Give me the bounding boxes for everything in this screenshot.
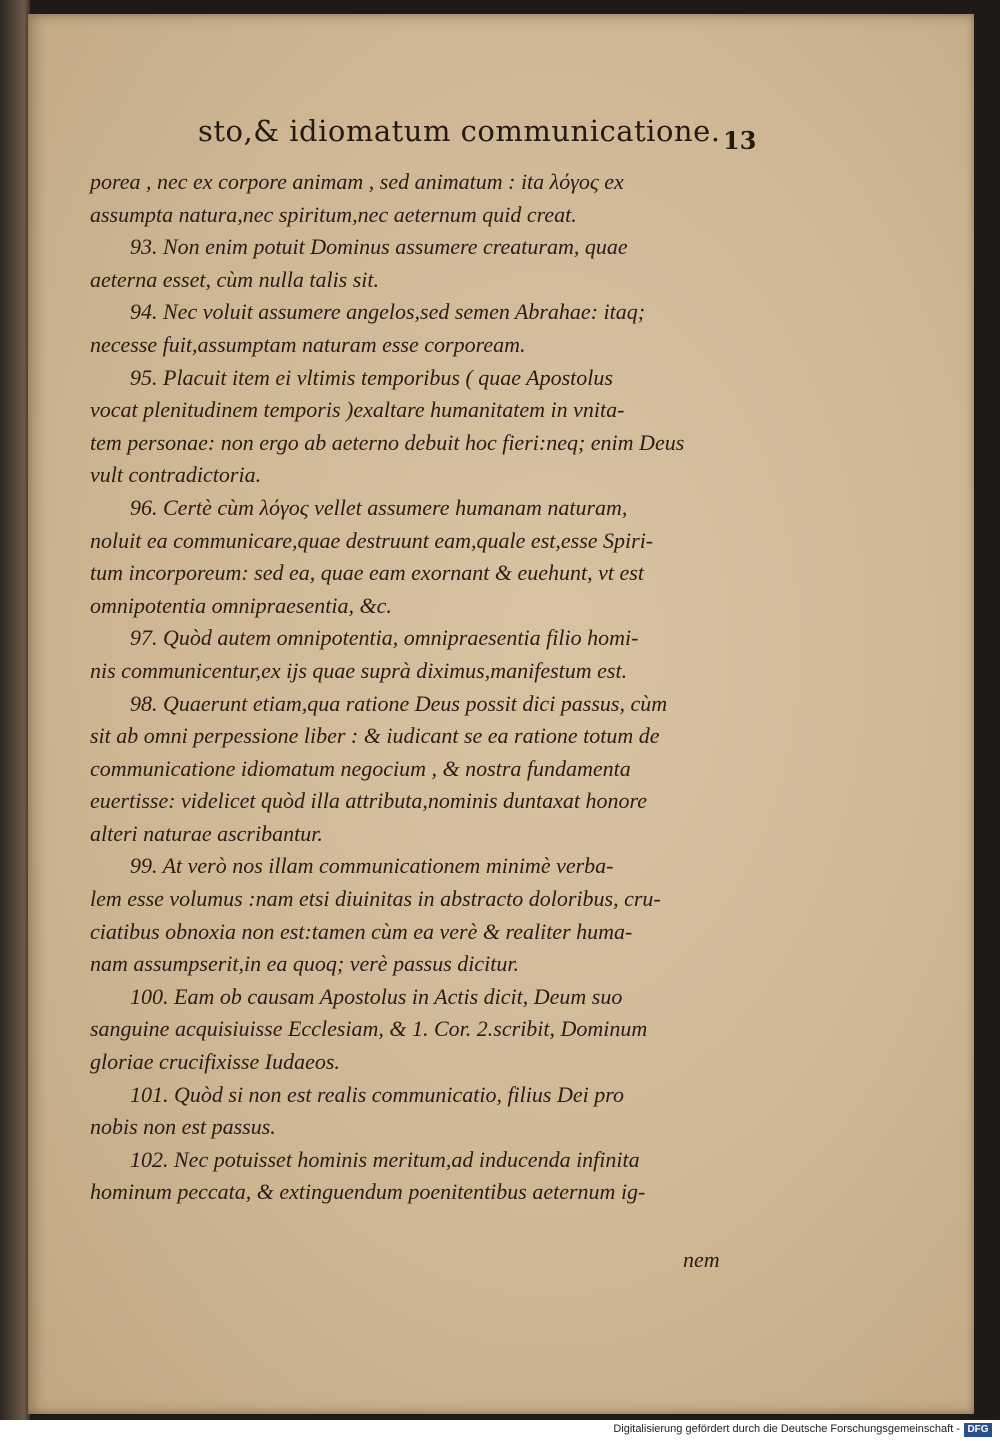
text-line: 99. At verò nos illam communicationem minimè verba- xyxy=(130,853,614,879)
body-text xyxy=(90,166,750,1209)
book-page xyxy=(28,14,974,1414)
text-line: 93. Non enim potuit Dominus assumere creaturam, quae xyxy=(130,234,628,260)
text-line: vult contradictoria. xyxy=(90,462,262,488)
text-line: necesse fuit,assumptam naturam esse corpoream. xyxy=(90,331,526,357)
text-line: assumpta natura,nec spiritum,nec aeternum quid creat. xyxy=(90,201,577,227)
text-line: tum incorporeum: sed ea, quae eam exornant & euehunt, vt est xyxy=(90,560,644,586)
text-line: nam assumpserit,in ea quoq; verè passus dicitur. xyxy=(90,951,519,977)
text-line: alteri naturae ascribantur. xyxy=(90,820,323,846)
text-line: communicatione idiomatum negocium , & nostra fundamenta xyxy=(90,755,631,781)
text-line: sanguine acquisiuisse Ecclesiam, & 1. Cor. 2.scribit, Dominum xyxy=(90,1016,648,1042)
text-line: nis communicentur,ex ijs quae suprà diximus,manifestum est. xyxy=(90,657,628,683)
text-line: 97. Quòd autem omnipotentia, omnipraesentia filio homi- xyxy=(130,625,639,651)
text-line: noluit ea communicare,quae destruunt eam,quale est,esse Spiri- xyxy=(90,527,654,553)
text-line: 96. Certè cùm λόγος vellet assumere humanam naturam, xyxy=(130,494,628,520)
text-line: aeterna esset, cùm nulla talis sit. xyxy=(90,266,380,292)
running-title: sto,& idiomatum communicatione. xyxy=(198,114,721,148)
text-line: 100. Eam ob causam Apostolus in Actis dicit, Deum suo xyxy=(130,983,623,1009)
text-line: euertisse: videlicet quòd illa attributa,nominis duntaxat honore xyxy=(90,788,648,814)
text-line: nobis non est passus. xyxy=(90,1114,276,1140)
text-line: gloriae crucifixisse Iudaeos. xyxy=(90,1049,340,1075)
text-line: 102. Nec potuisset hominis meritum,ad inducenda infinita xyxy=(130,1146,640,1172)
text-line: lem esse volumus :nam etsi diuinitas in abstracto doloribus, cru- xyxy=(90,886,661,912)
text-line: vocat plenitudinem temporis )exaltare humanitatem in vnita- xyxy=(90,397,625,423)
footer-bar xyxy=(0,1420,1000,1441)
text-line: 98. Quaerunt etiam,qua ratione Deus possit dici passus, cùm xyxy=(130,690,668,716)
catch-word: nem xyxy=(683,1247,720,1272)
text-line: 101. Quòd si non est realis communicatio, filius Dei pro xyxy=(130,1081,624,1107)
book-spine xyxy=(0,0,30,1420)
text-line: porea , nec ex corpore animam , sed animatum : ita λόγος ex xyxy=(90,169,624,194)
text-line: tem personae: non ergo ab aeterno debuit hoc fieri:neq; enim Deus xyxy=(90,429,685,455)
text-line: sit ab omni perpessione liber : & iudicant se ea ratione totum de xyxy=(90,723,660,749)
text-line: 95. Placuit item ei vltimis temporibus ( quae Apostolus xyxy=(130,364,613,390)
funding-credit: Digitalisierung gefördert durch die Deutsche Forschungsgemeinschaft - xyxy=(613,1423,960,1435)
page-number: 13 xyxy=(723,126,757,155)
text-line: omnipotentia omnipraesentia, &c. xyxy=(90,592,392,618)
text-line: ciatibus obnoxia non est:tamen cùm ea verè & realiter huma- xyxy=(90,918,633,944)
dfg-logo[interactable]: DFG xyxy=(964,1423,992,1437)
text-line: hominum peccata, & extinguendum poenitentibus aeternum ig- xyxy=(90,1179,646,1205)
text-line: 94. Nec voluit assumere angelos,sed semen Abrahae: itaq; xyxy=(130,299,646,325)
